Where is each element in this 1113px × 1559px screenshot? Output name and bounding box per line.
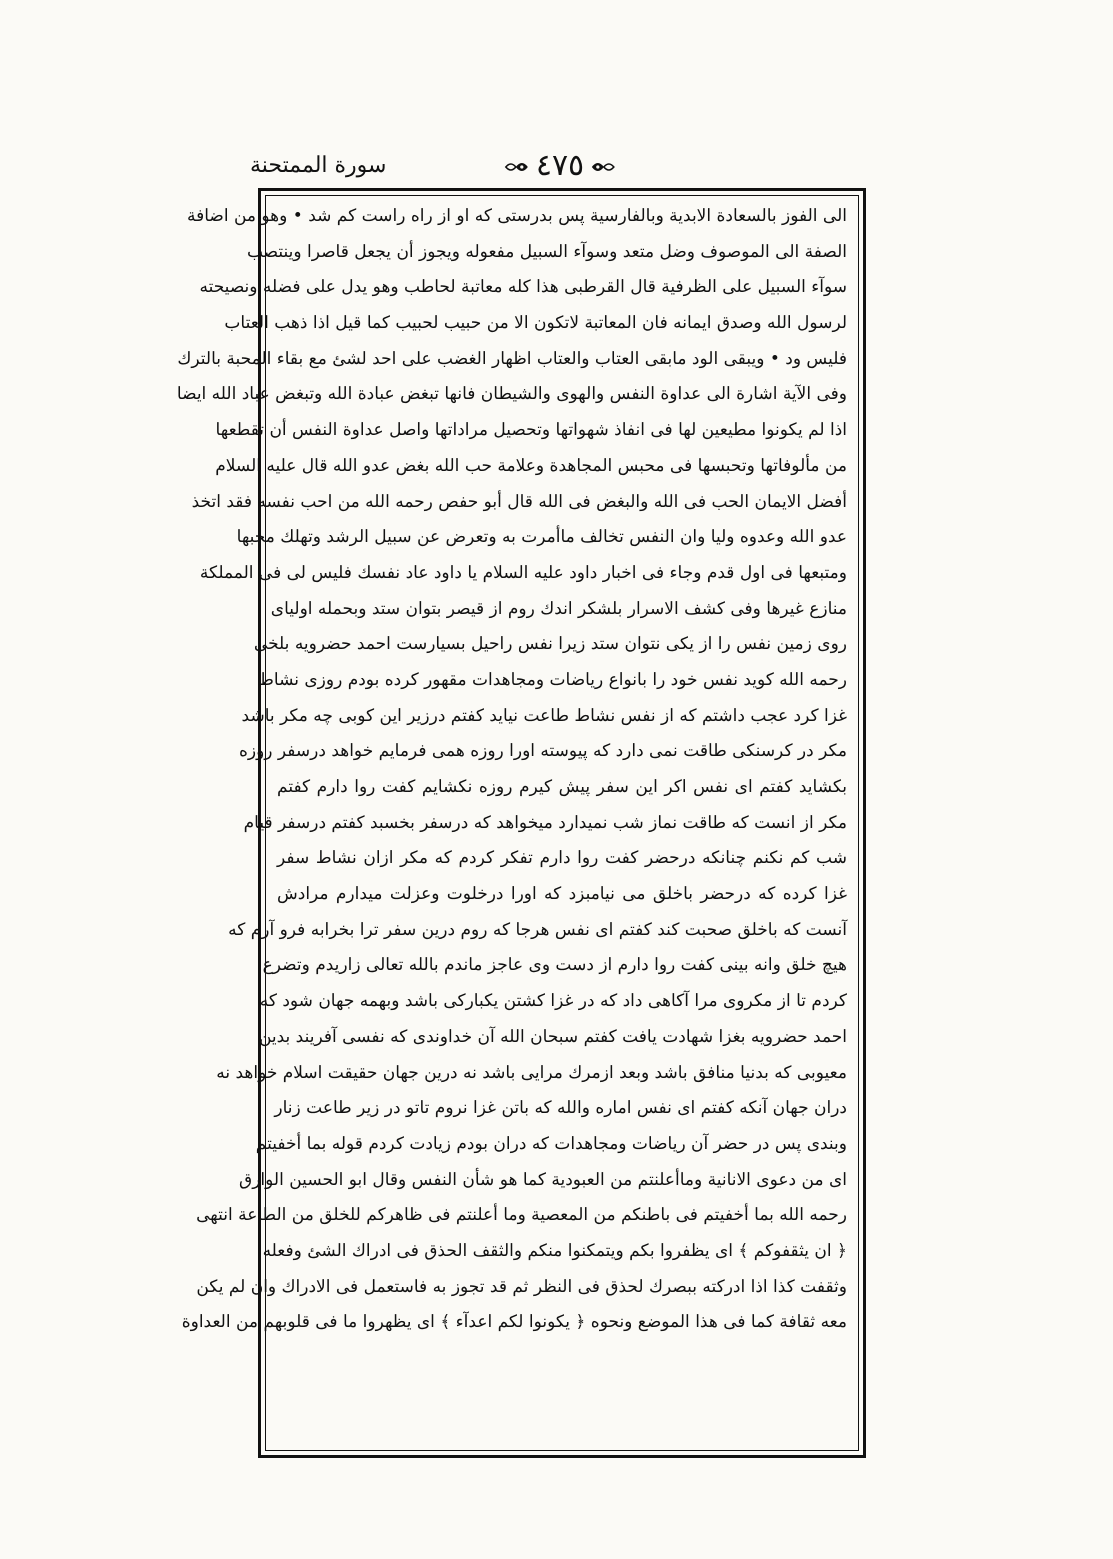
text-line: كردم تا از مكروى مرا آكاهى داد كه در غزا كشتن يكباركى باشد وبهمه جهان شود كه bbox=[259, 991, 847, 1012]
right-ornament-icon bbox=[504, 158, 530, 176]
text-frame bbox=[176, 188, 866, 1458]
left-ornament-icon bbox=[590, 158, 616, 176]
text-line: رحمه الله كويد نفس خود را بانواع رياضات ومجاهدات مقهور كرده بودم روزى نشاط bbox=[258, 669, 847, 690]
text-line: بكشايد كفتم اى نفس اكر اين سفر پيش كيرم روزه نكشايم كفت روا دارم كفتم bbox=[277, 777, 847, 797]
text-line: غزا كرده كه درحضر باخلق مى نيامبزد كه اورا درخلوت وعزلت ميدارم مرادش bbox=[277, 884, 847, 905]
text-line: وثقفت كذا اذا ادركته ببصرك لحذق فى النظر ثم قد تجوز به فاستعمل فى الادراك وان لم يكن bbox=[196, 1276, 847, 1297]
text-line: آنست كه باخلق صحبت كند كفتم اى نفس هرجا كه روم درين سفر ترا بخرابه فرو آرم كه bbox=[228, 919, 847, 940]
text-body bbox=[176, 199, 847, 1447]
text-line: الصفة الى الموصوف وضل متعد وسوآء السبيل مفعوله ويجوز أن يجعل قاصرا وينتصب bbox=[246, 241, 847, 262]
text-line: اذا لم يكونوا مطيعين لها فى انفاذ شهواتها وتحصيل مراداتها واصل عداوة النفس أن تقطعها bbox=[215, 420, 847, 441]
text-line: عدو الله وعدوه وليا وان النفس تخالف ماأمرت به وتعرض عن سبيل الرشد وتهلك محبها bbox=[236, 527, 847, 548]
text-line: غزا كرد عجب داشتم كه از نفس نشاط طاعت نيايد كفتم درزير اين كوبى چه مكر باشد bbox=[241, 705, 847, 726]
text-line: دران جهان آنكه كفتم اى نفس اماره والله كه باتن غزا نروم تاتو در زير طاعت زنار bbox=[274, 1098, 847, 1119]
text-line: معيوبى كه بدنيا منافق باشد وبعد ازمرك مرايى باشد نه درين جهان حقيقت اسلام خواهد نه bbox=[216, 1062, 847, 1083]
text-line: سوآء السبيل على الظرفية قال القرطبى هذا كله معاتبة لحاطب وهو يدل على فضله ونصيحته bbox=[199, 277, 847, 298]
text-line: هيچ خلق وانه بينى كفت روا دارم از دست وى عاجز ماندم بالله تعالى زاريدم وتضرع bbox=[262, 955, 847, 976]
page-header bbox=[250, 148, 870, 184]
text-line: ﴿ ان يثقفوكم ﴾ اى يظفروا بكم ويتمكنوا منكم والثقف الحذق فى ادراك الشئ وفعله bbox=[262, 1240, 847, 1261]
text-line: مكر در كرسنكى طاقت نمى دارد كه پيوسته اورا روزه همى فرمايم خواهد درسفر روزه bbox=[238, 741, 847, 762]
text-line: منازع غيرها وفى كشف الاسرار بلشكر اندك روم از قيصر بتوان ستد وبحمله اولياى bbox=[270, 598, 847, 619]
text-line: روى زمين نفس را از يكى نتوان ستد زيرا نفس راحيل بسيارست احمد حضرويه بلخى bbox=[253, 634, 847, 655]
text-line: شب كم نكنم چنانكه درحضر كفت روا دارم تفكر كردم كه مكر ازان نشاط سفر bbox=[277, 848, 847, 869]
text-line: مكر از انست كه طاقت نماز شب نميدارد ميخواهد كه درسفر بخسبد كفتم درسفر قيام bbox=[243, 812, 847, 833]
text-line: ومتبعها فى اول قدم وجاء فى اخبار داود عليه السلام يا داود عاد نفسك فليس لى فى المملكة bbox=[199, 562, 847, 583]
text-line: أفضل الايمان الحب فى الله والبغض فى الله قال أبو حفص رحمه الله من احب نفسه فقد اتخذ bbox=[191, 491, 847, 512]
text-line: رحمه الله بما أخفيتم فى باطنكم من المعصية وما أعلنتم فى ظاهركم للخلق من الطاعة انتهى bbox=[196, 1205, 847, 1226]
text-line: الى الفوز بالسعادة الابدية وبالفارسية پس بدرستى كه او از راه راست كم شد • وهو من اضافة bbox=[186, 206, 847, 226]
text-line: اى من دعوى الانانية وماأعلنتم من العبودية كما هو شأن النفس وقال ابو الحسين الوارق bbox=[239, 1169, 847, 1190]
text-line: وبندى پس در حضر آن رياضات ومجاهدات كه دران بودم زيادت كردم قوله بما أخفيتم bbox=[255, 1133, 847, 1154]
page-number: ٤٧٥ bbox=[535, 148, 585, 183]
text-line: فليس ود • ويبقى الود مابقى العتاب والعتاب اظهار الغضب على احد لشئ مع بقاء المحبة بالترك bbox=[177, 348, 847, 369]
text-line: وفى الآية اشارة الى عداوة النفس والهوى والشيطان فانها تبغض عبادة الله وتبغض عباد الله ايضا bbox=[176, 384, 847, 405]
text-line: من مألوفاتها وتحبسها فى محبس المجاهدة وعلامة حب الله بغض عدو الله قال عليه السلام bbox=[215, 455, 847, 476]
text-line: لرسول الله وصدق ايمانه فان المعاتبة لاتكون الا من حبيب لحبيب كما قيل اذا ذهب العتاب bbox=[224, 313, 847, 334]
page-number-block bbox=[498, 148, 622, 184]
text-line: احمد حضرويه بغزا شهادت يافت كفتم سبحان الله آن خداوندى كه نفسى آفريند بدين bbox=[258, 1026, 847, 1047]
text-line: معه ثقافة كما فى هذا الموضع ونحوه ﴿ يكونوا لكم اعدآء ﴾ اى يظهروا ما فى قلوبهم من العداوة bbox=[181, 1312, 847, 1333]
surah-title: سورة الممتحنة bbox=[250, 153, 387, 178]
